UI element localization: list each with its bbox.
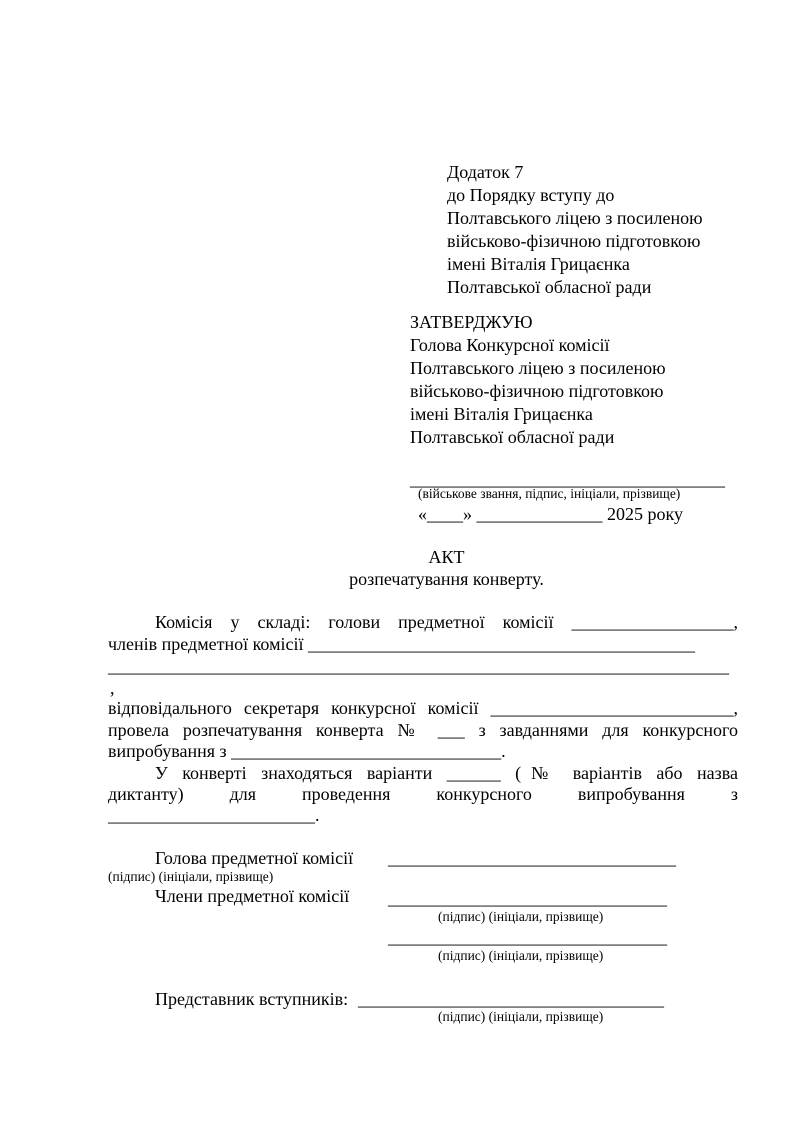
document-title: АКТ [428,547,465,567]
annex-block [447,161,703,299]
approval-heading: ЗАТВЕРДЖУЮ [410,312,533,332]
body-line-1: Комісія у складі: голови предметної комісії __________________, [155,612,738,632]
body-line-3: _____________________________________________________________________ [108,656,729,676]
approval-line: імені Віталія Грицаєнка [410,404,593,424]
approval-line: Полтавської обласної ради [410,427,615,447]
members-caption-2: (підпис) (ініціали, прізвище) [438,948,604,963]
approval-date-line: «____» ______________ 2025 року [418,504,683,524]
body-line-7: випробування з ______________________________. [108,741,506,761]
members-signature-line-2: _______________________________ [388,927,667,947]
body-line-9: диктанту) для проведення конкурсного випробування з [108,784,738,804]
approval-line: Голова Конкурсної комісії [410,335,610,355]
body-line-5: відповідального секретаря конкурсної комісії ___________________________, [108,698,738,718]
body-line-6: провела розпечатування конверта № ___ з завданнями для конкурсного [108,720,738,740]
body-line-4: , [110,678,115,698]
annex-line: Полтавського ліцею з посиленою [447,208,703,228]
approval-signature-line: ___________________________________ [410,469,725,489]
chair-label: Голова предметної комісії [155,848,354,868]
applicants-signature-line: __________________________________ [358,989,664,1009]
body-line-8: У конверті знаходяться варіанти ______ (№ варіантів або назва [155,763,738,783]
members-signature-line-1: _______________________________ [388,888,667,908]
approval-line: Полтавського ліцею з посиленою [410,358,666,378]
chair-caption: (підпис) (ініціали, прізвище) [108,869,274,884]
applicants-caption: (підпис) (ініціали, прізвище) [438,1009,604,1024]
chair-signature-line: ________________________________ [388,848,676,868]
applicants-label: Представник вступників: [155,989,349,1009]
annex-line: імені Віталія Грицаєнка [447,254,630,274]
approval-line: військово-фізичною підготовкою [410,381,664,401]
body-line-10: _______________________. [108,805,320,825]
approval-signature-caption: (військове звання, підпис, ініціали, прізвище) [418,486,681,501]
annex-line: Полтавської обласної ради [447,277,652,297]
annex-line: до Порядку вступу до [447,185,615,205]
annex-line: військово-фізичною підготовкою [447,231,701,251]
approval-block [410,311,666,449]
document-subtitle: розпечатування конверту. [349,569,544,589]
annex-line: Додаток 7 [447,162,524,182]
members-caption-1: (підпис) (ініціали, прізвище) [438,909,604,924]
body-line-2: членів предметної комісії ___________________________________________ [108,634,695,654]
members-label: Члени предметної комісії [155,886,350,906]
